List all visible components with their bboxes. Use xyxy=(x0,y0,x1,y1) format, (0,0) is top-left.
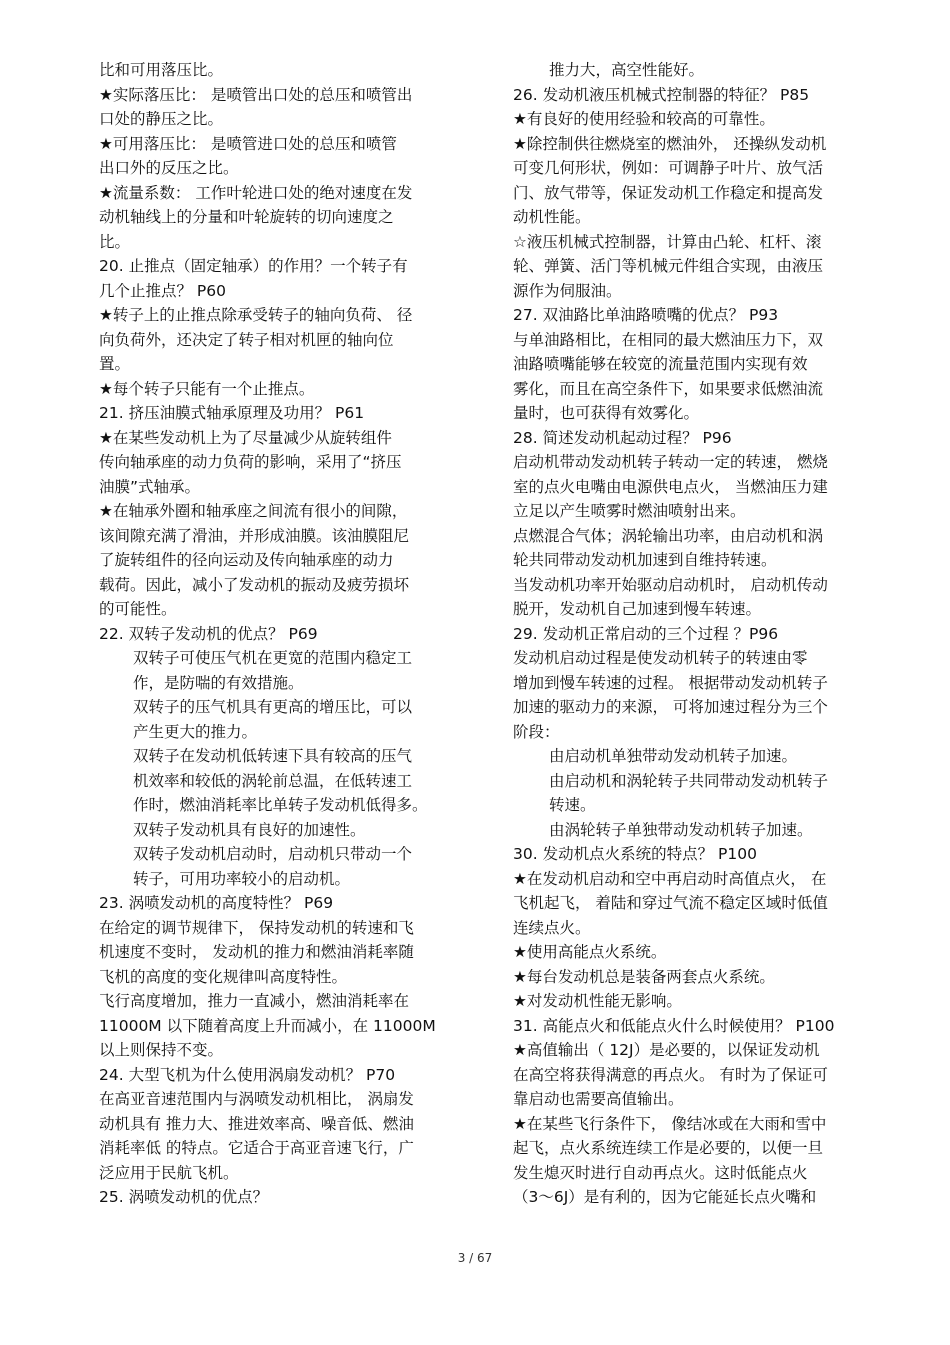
text-line: 可变几何形状，例如：可调静子叶片、放气活 xyxy=(513,159,824,177)
text-line: 源作为伺服油。 xyxy=(513,281,622,300)
text-line: 31. 高能点火和低能点火什么时候使用？ P100 xyxy=(513,1016,835,1035)
text-line: 11000M 以下随着高度上升而减小，在 11000M xyxy=(99,1016,436,1035)
text-line: 置。 xyxy=(99,355,131,373)
text-line: 由启动机和涡轮转子共同带动发动机转子 xyxy=(549,771,829,790)
text-line: 以上则保持不变。 xyxy=(99,1041,224,1059)
text-line: 点燃混合气体；涡轮输出功率，由启动机和涡 xyxy=(513,526,824,545)
text-line: ★在发动机启动和空中再启动时高值点火， 在 xyxy=(513,869,827,888)
text-line: 双转子发动机具有良好的加速性。 xyxy=(133,820,366,839)
text-line: 由启动机单独带动发动机转子加速。 xyxy=(549,747,798,765)
text-line: ★除控制供往燃烧室的燃油外， 还操纵发动机 xyxy=(513,134,827,153)
text-line: 泛应用于民航飞机。 xyxy=(99,1163,239,1182)
text-line: 在高空将获得满意的再点火。 有时为了保证可 xyxy=(513,1065,828,1084)
text-line: 阶段： xyxy=(513,722,560,741)
page-number: 3 / 67 xyxy=(457,1251,493,1265)
text-line: 在给定的调节规律下， 保持发动机的转速和飞 xyxy=(99,918,414,937)
text-line: 增加到慢车转速的过程。 根据带动发动机转子 xyxy=(513,673,828,692)
text-line: 23. 涡喷发动机的高度特性？ P69 xyxy=(99,894,334,912)
text-line: 24. 大型飞机为什么使用涡扇发动机？ P70 xyxy=(99,1065,396,1084)
text-line: 消耗率低 的特点。它适合于高亚音速飞行，广 xyxy=(99,1139,414,1157)
text-line: 靠启动也需要高值输出。 xyxy=(513,1090,684,1108)
text-line: 产生更大的推力。 xyxy=(133,722,258,741)
text-line: 起飞，点火系统连续工作是必要的，以便一旦 xyxy=(513,1139,824,1157)
text-line: 22. 双转子发动机的优点？ P69 xyxy=(99,624,318,643)
text-line: 油路喷嘴能够在较宽的流量范围内实现有效 xyxy=(513,355,808,373)
text-line: 与单油路相比，在相同的最大燃油压力下，双 xyxy=(513,330,824,349)
text-line: 28. 简述发动机起动过程？ P96 xyxy=(513,428,732,447)
text-line: 传向轴承座的动力负荷的影响，采用了“挤压 xyxy=(99,453,402,471)
text-line: 口处的静压之比。 xyxy=(99,110,224,128)
text-line: 飞机的高度的变化规律叫高度特性。 xyxy=(99,967,348,986)
text-line: 发动机启动过程是使发动机转子的转速由零 xyxy=(513,649,808,667)
text-line: 作，是防喘的有效措施。 xyxy=(133,673,304,692)
text-line: 油膜”式轴承。 xyxy=(99,477,201,496)
text-line: 轮、弹簧、活门等机械元件组合实现，由液压 xyxy=(513,257,824,275)
text-line: ★在某些发动机上为了尽量减少从旋转组件 xyxy=(99,428,392,447)
text-line: 雾化，而且在高空条件下，如果要求低燃油流 xyxy=(513,379,824,398)
text-line: 轮共同带动发动机加速到自维持转速。 xyxy=(513,551,777,569)
text-line: 连续点火。 xyxy=(513,918,591,937)
text-line: 26. 发动机液压机械式控制器的特征？ P85 xyxy=(513,85,810,104)
text-line: ★实际落压比： 是喷管出口处的总压和喷管出 xyxy=(99,85,413,104)
text-line: ★每台发动机总是装备两套点火系统。 xyxy=(513,967,775,986)
text-line: 加速的驱动力的来源， 可将加速过程分为三个 xyxy=(513,698,828,716)
text-line: 双转子可使压气机在更宽的范围内稳定工 xyxy=(133,649,413,667)
text-line: 机效率和较低的涡轮前总温，在低转速工 xyxy=(133,771,413,790)
text-line: 动机性能。 xyxy=(513,208,591,226)
text-line: 双转子的压气机具有更高的增压比，可以 xyxy=(133,698,413,716)
text-line: 30. 发动机点火系统的特点？ P100 xyxy=(513,845,757,863)
text-line: 比。 xyxy=(99,232,131,251)
text-line: ★使用高能点火系统。 xyxy=(513,943,667,961)
text-line: 27. 双油路比单油路喷嘴的优点？ P93 xyxy=(513,306,779,324)
text-line: 发生熄灭时进行自动再点火。这时低能点火 xyxy=(513,1163,808,1182)
text-line: 双转子在发动机低转速下具有较高的压气 xyxy=(133,747,413,765)
text-line: 双转子发动机启动时，启动机只带动一个 xyxy=(133,845,413,863)
text-line: （3～6J）是有利的，因为它能延长点火嘴和 xyxy=(513,1188,817,1206)
text-line: 25. 涡喷发动机的优点？ xyxy=(99,1188,269,1206)
text-line: 脱开，发动机自己加速到慢车转速。 xyxy=(513,600,762,618)
text-line: 量时，也可获得有效雾化。 xyxy=(513,404,700,422)
text-line: ★在轴承外圈和轴承座之间流有很小的间隙， xyxy=(99,502,408,520)
text-line: 动机轴线上的分量和叶轮旋转的切向速度之 xyxy=(99,208,394,226)
text-line: 向负荷外，还决定了转子相对机匣的轴向位 xyxy=(99,330,394,349)
text-line: ★每个转子只能有一个止推点。 xyxy=(99,379,315,398)
text-line: 启动机带动发动机转子转动一定的转速， 燃烧 xyxy=(513,453,828,471)
left-column xyxy=(99,58,491,1210)
text-line: 21. 挤压油膜式轴承原理及功用？ P61 xyxy=(99,404,365,422)
text-line: 动机具有 推力大、推进效率高、噪音低、燃油 xyxy=(99,1114,414,1133)
text-line: 门、放气带等，保证发动机工作稳定和提高发 xyxy=(513,183,824,202)
text-line: ★对发动机性能无影响。 xyxy=(513,992,682,1010)
text-line: 立足以产生喷雾时燃油喷射出来。 xyxy=(513,502,746,520)
text-line: 的可能性。 xyxy=(99,600,177,618)
text-line: 比和可用落压比。 xyxy=(99,61,224,79)
text-line: ★流量系数： 工作叶轮进口处的绝对速度在发 xyxy=(99,183,413,202)
text-line: ☆液压机械式控制器，计算由凸轮、杠杆、滚 xyxy=(513,232,822,251)
text-line: ★可用落压比： 是喷管进口处的总压和喷管 xyxy=(99,134,397,153)
text-line: 20. 止推点（固定轴承）的作用？一个转子有 xyxy=(99,257,408,275)
text-line: 在高亚音速范围内与涡喷发动机相比， 涡扇发 xyxy=(99,1090,414,1108)
text-line: ★在某些飞行条件下， 像结冰或在大雨和雪中 xyxy=(513,1114,827,1133)
text-line: ★有良好的使用经验和较高的可靠性。 xyxy=(513,110,775,128)
text-line: 推力大，高空性能好。 xyxy=(549,61,705,79)
text-line: 出口外的反压之比。 xyxy=(99,159,239,177)
text-line: 当发动机功率开始驱动启动机时， 启动机传动 xyxy=(513,575,828,594)
text-line: 飞机起飞， 着陆和穿过气流不稳定区域时低值 xyxy=(513,894,828,912)
text-line: 转速。 xyxy=(549,796,596,814)
text-line: ★转子上的止推点除承受转子的轴向负荷、 径 xyxy=(99,306,413,324)
text-line: 载荷。因此，减小了发动机的振动及疲劳损坏 xyxy=(99,575,410,594)
text-line: 作时，燃油消耗率比单转子发动机低得多。 xyxy=(133,796,428,814)
text-line: 几个止推点？ P60 xyxy=(99,281,226,300)
text-line: 了旋转组件的径向运动及传向轴承座的动力 xyxy=(99,551,394,569)
text-line: 转子，可用功率较小的启动机。 xyxy=(133,869,351,888)
text-line: 该间隙充满了滑油，并形成油膜。该油膜阻尼 xyxy=(99,526,410,545)
text-line: 由涡轮转子单独带动发动机转子加速。 xyxy=(549,820,813,839)
text-line: 飞行高度增加，推力一直减小，燃油消耗率在 xyxy=(99,992,410,1010)
text-line: 室的点火电嘴由电源供电点火， 当燃油压力建 xyxy=(513,477,828,496)
right-column xyxy=(513,58,898,1210)
text-line: 机速度不变时， 发动机的推力和燃油消耗率随 xyxy=(99,943,414,961)
text-line: 29. 发动机正常启动的三个过程 ？P96 xyxy=(513,624,779,643)
text-line: ★高值输出（ 12J）是必要的，以保证发动机 xyxy=(513,1041,820,1059)
